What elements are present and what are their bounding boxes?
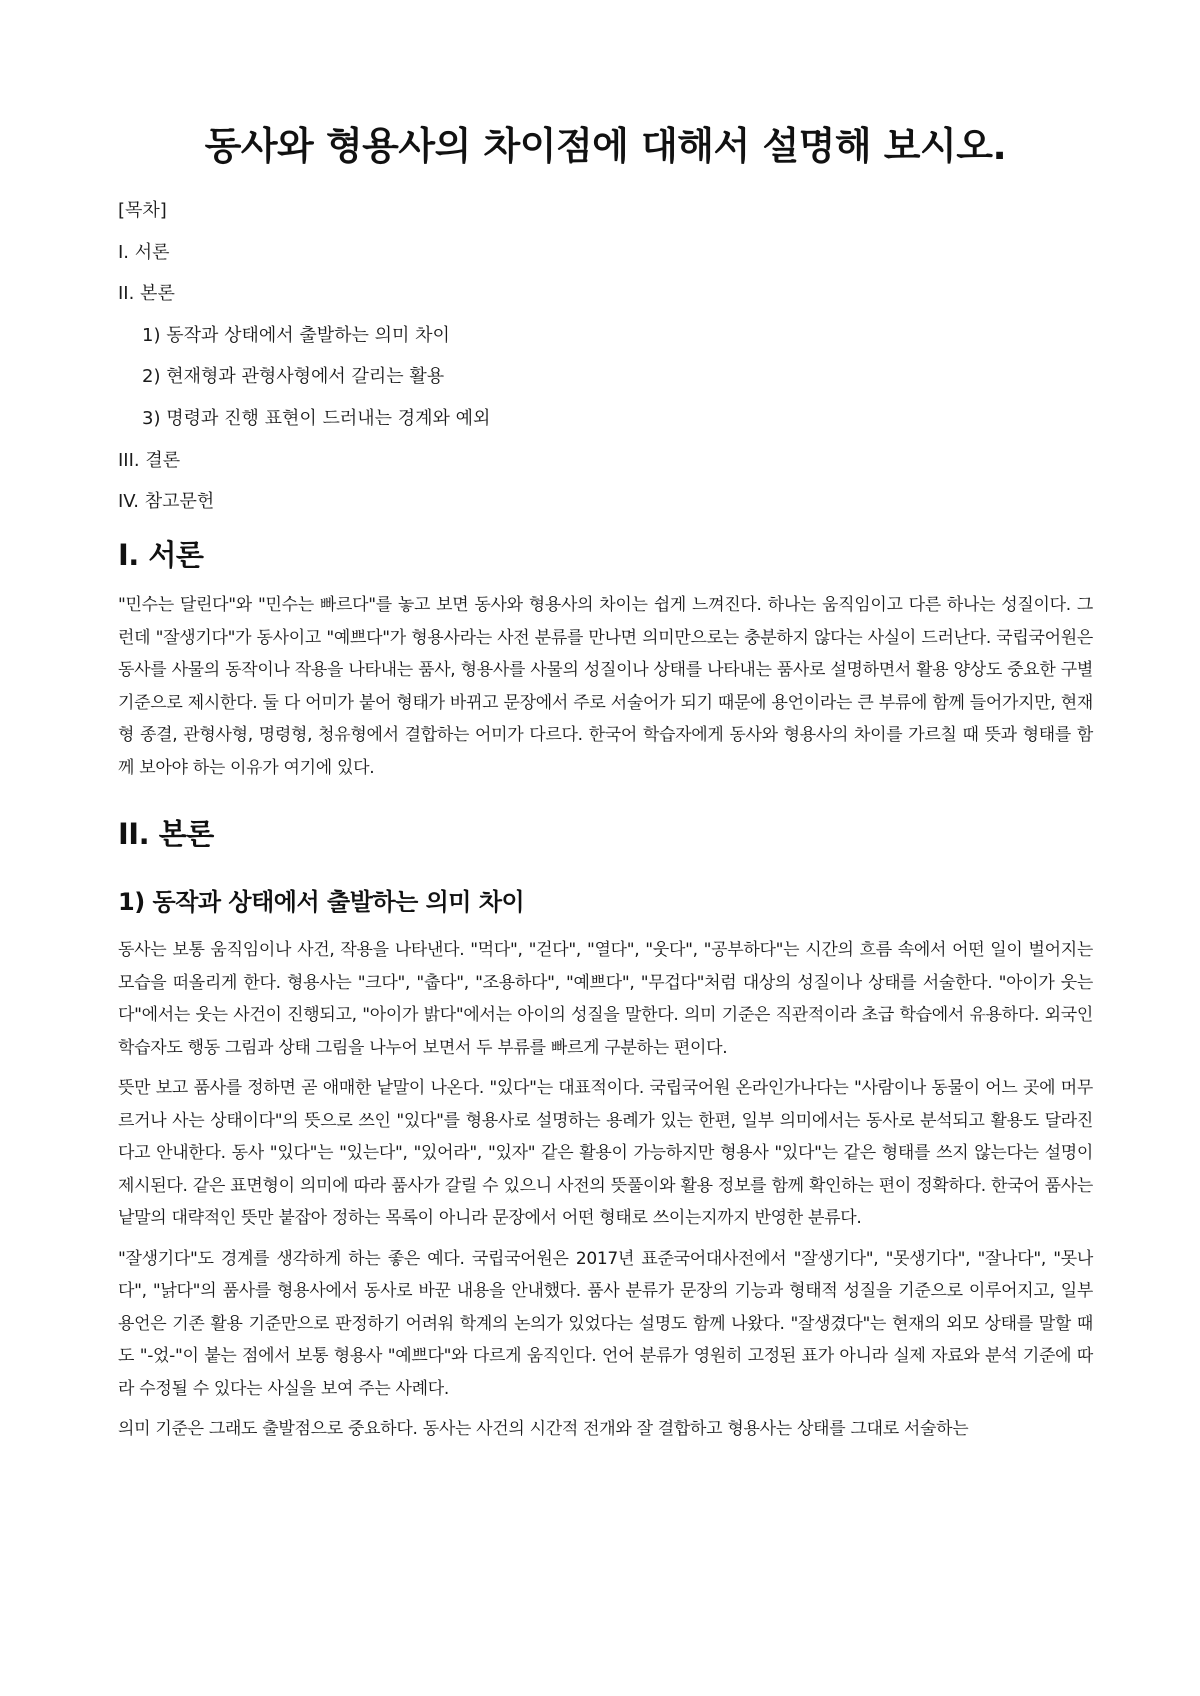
subsection-heading-1: 1) 동작과 상태에서 출발하는 의미 차이: [118, 888, 525, 916]
toc-item-body-2: 2) 현재형과 관형사형에서 갈리는 활용: [142, 366, 445, 388]
toc-item-references: IV. 참고문헌: [118, 491, 215, 513]
body-paragraph-4: 의미 기준은 그래도 출발점으로 중요하다. 동사는 사건의 시간적 전개와 잘 결합하고 형용사는 상태를 그대로 서술하는: [118, 1419, 969, 1439]
toc-item-intro: I. 서론: [118, 241, 170, 263]
section-heading-intro: I. 서론: [118, 538, 204, 572]
table-of-contents: [118, 190, 1093, 523]
section-heading-body: II. 본론: [118, 817, 214, 851]
toc-item-body-1: 1) 동작과 상태에서 출발하는 의미 차이: [142, 324, 450, 346]
body-paragraph-1: 동사는 보통 움직임이나 사건, 작용을 나타낸다. "먹다", "걷다", "열다", "웃다", "공부하다"는 시간의 흐름 속에서 어떤 일이 벌어지는 모습을 떠올리게 한다. 형용사는 "크다", "춥다", "조용하다", "예쁘다", "무겁다"처럼 대상의 성질이나 상태를 서술한다. "아이가 웃는다"에서는 웃는 사건이 진행되고, "아이가 밝다"에서는 아이의 성질을 말한다. 의미 기준은 직관적이라 초급 학습에서 유용하다. 외국인 학습자도 행동 그림과 상태 그림을 나누어 보면서 두 부류를 빠르게 구분하는 편이다.: [118, 940, 1093, 1058]
document-title: 동사와 형용사의 차이점에 대해서 설명해 보시오.: [204, 124, 1007, 168]
toc-item-conclusion: III. 결론: [118, 449, 181, 471]
body-paragraph-2: 뜻만 보고 품사를 정하면 곧 애매한 낱말이 나온다. "있다"는 대표적이다. 국립국어원 온라인가나다는 "사람이나 동물이 어느 곳에 머무르거나 사는 상태이다"의 뜻으로 쓰인 "있다"를 형용사로 설명하는 용례가 있는 한편, 일부 의미에서는 동사로 분석되고 활용도 달라진다고 안내한다. 동사 "있다"는 "있는다", "있어라", "있자" 같은 활용이 가능하지만 형용사 "있다"는 같은 형태를 쓰지 않는다는 설명이 제시된다. 같은 표면형이 의미에 따라 품사가 갈릴 수 있으니 사전의 뜻풀이와 활용 정보를 함께 확인하는 편이 정확하다. 한국어 품사는 낱말의 대략적인 뜻만 붙잡아 정하는 목록이 아니라 문장에서 어떤 형태로 쓰이는지까지 반영한 분류다.: [118, 1078, 1093, 1228]
document-body: [118, 535, 1093, 1446]
body-paragraph-3: "잘생기다"도 경계를 생각하게 하는 좋은 예다. 국립국어원은 2017년 표준국어대사전에서 "잘생기다", "못생기다", "잘나다", "못나다", "낡다"의 품사를 형용사에서 동사로 바꾼 내용을 안내했다. 품사 분류가 문장의 기능과 형태적 성질을 기준으로 이루어지고, 일부 용언은 기존 활용 기준만으로 판정하기 어려워 학계의 논의가 있었다는 설명도 함께 나왔다. "잘생겼다"는 현재의 외모 상태를 말할 때도 "-었-"이 붙는 점에서 보통 형용사 "예쁘다"와 다르게 움직인다. 언어 분류가 영원히 고정된 표가 아니라 실제 자료와 분석 기준에 따라 수정될 수 있다는 사실을 보여 주는 사례다.: [118, 1248, 1093, 1399]
toc-item-body: II. 본론: [118, 283, 175, 305]
intro-paragraph: "민수는 달린다"와 "민수는 빠르다"를 놓고 보면 동사와 형용사의 차이는 쉽게 느껴진다. 하나는 움직임이고 다른 하나는 성질이다. 그런데 "잘생기다"가 동사이고 "예쁘다"가 형용사라는 사전 분류를 만나면 의미만으로는 충분하지 않다는 사실이 드러난다. 국립국어원은 동사를 사물의 동작이나 작용을 나타내는 품사, 형용사를 사물의 성질이나 상태를 나타내는 품사로 설명하면서 활용 양상도 중요한 구별 기준으로 제시한다. 둘 다 어미가 붙어 형태가 바뀌고 문장에서 주로 서술어가 되기 때문에 용언이라는 큰 부류에 함께 들어가지만, 현재형 종결, 관형사형, 명령형, 청유형에서 결합하는 어미가 다르다. 한국어 학습자에게 동사와 형용사의 차이를 가르칠 때 뜻과 형태를 함께 보아야 하는 이유가 여기에 있다.: [118, 595, 1093, 778]
toc-heading: [목차]: [118, 200, 167, 221]
toc-item-body-3: 3) 명령과 진행 표현이 드러내는 경계와 예외: [142, 407, 491, 429]
